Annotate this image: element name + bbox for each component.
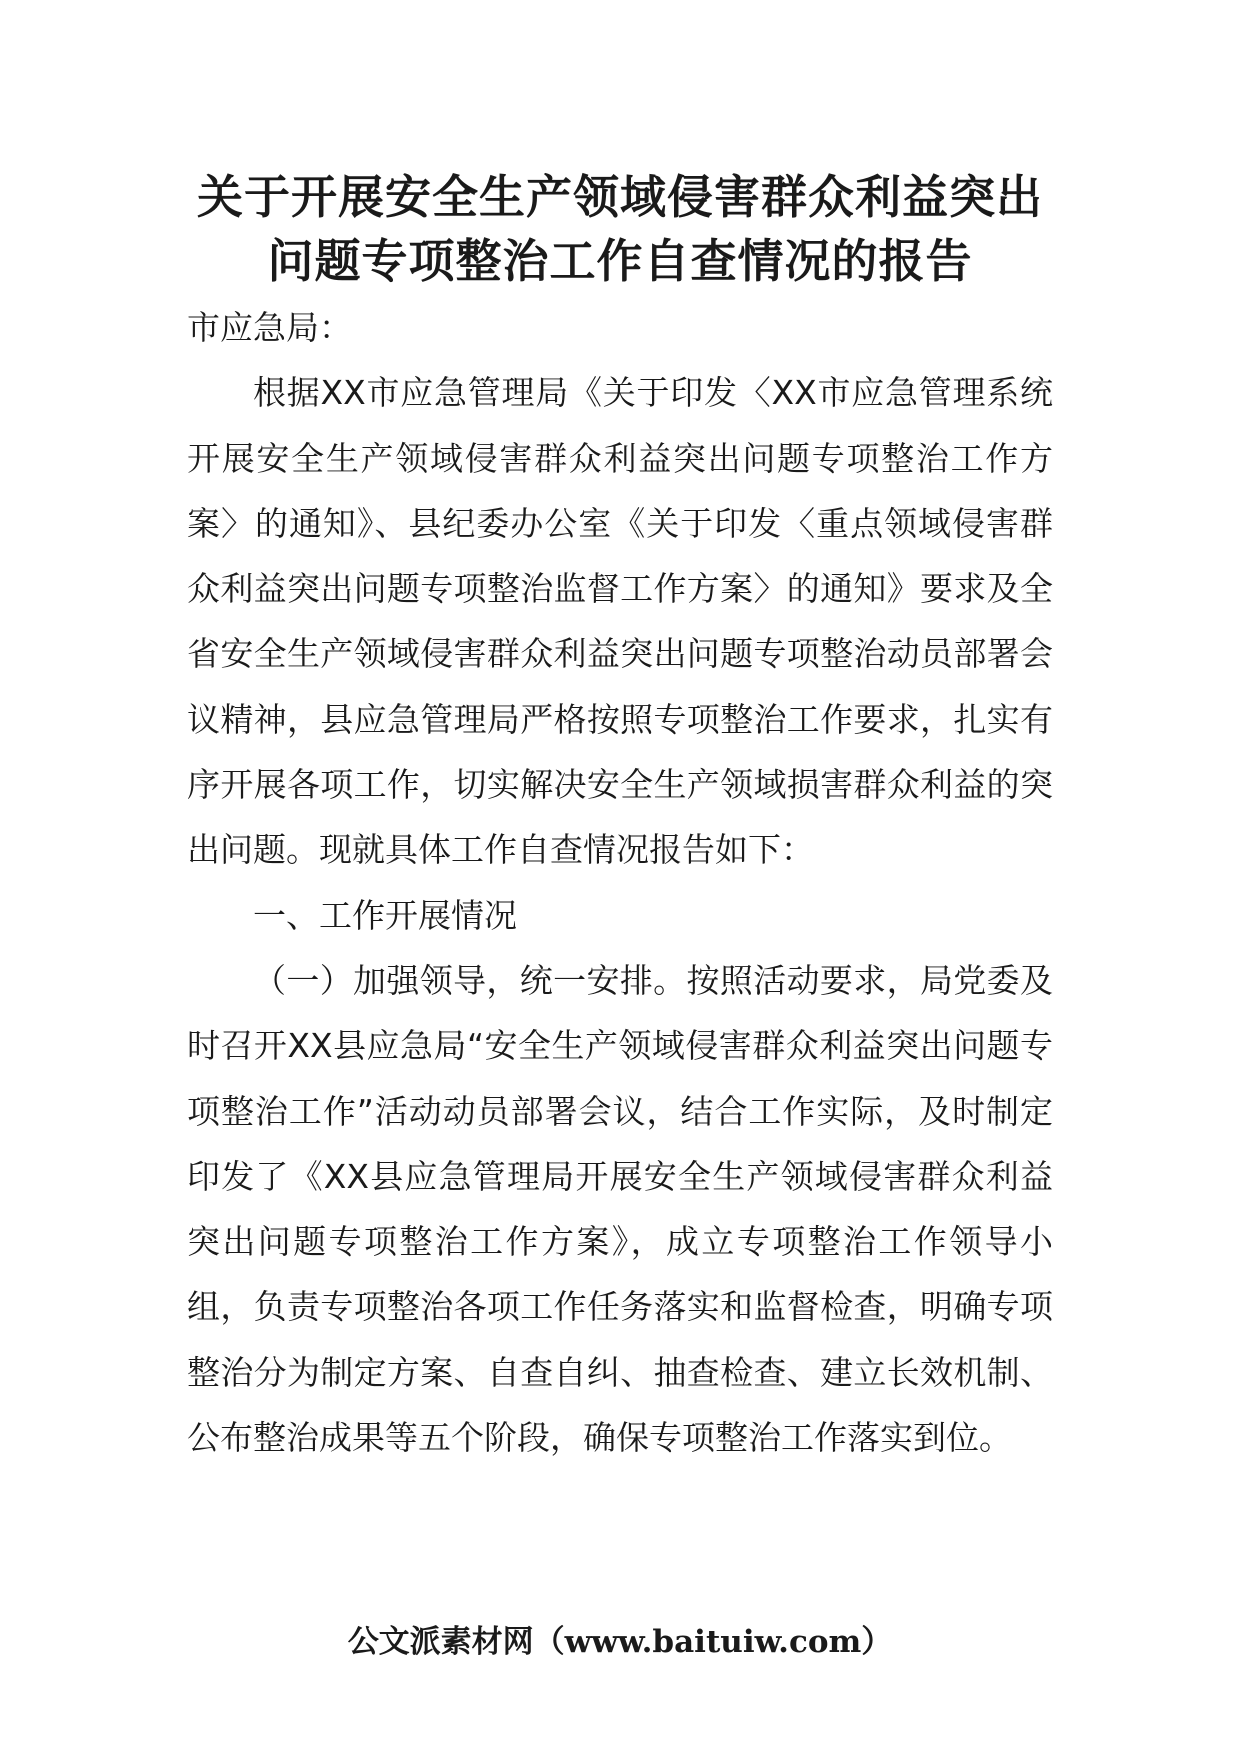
paragraph-intro: 根据XX市应急管理局《关于印发〈XX市应急管理系统开展安全生产领域侵害群众利益突出问题专项整治工作方案〉的通知》、县纪委办公室《关于印发〈重点领域侵害群众利益突出问题专项整治监督工作方案〉的通知》要求及全省安全生产领域侵害群众利益突出问题专项整治动员部署会议精神，县应急管理局严格按照专项整治工作要求，扎实有序开展各项工作，切实解决安全生产领域损害群众利益的突出问题。现就具体工作自查情况报告如下： [187, 373, 1053, 870]
document-body [187, 295, 1053, 1470]
footer-watermark: 公文派素材网（www.baituiw.com） [347, 1624, 893, 1660]
section-heading-1: 一、工作开展情况 [253, 895, 517, 935]
document-title-line-2: 问题专项整治工作自查情况的报告 [267, 234, 973, 288]
paragraph-leadership: （一）加强领导，统一安排。按照活动要求，局党委及时召开XX县应急局“安全生产领域侵害群众利益突出问题专项整治工作”活动动员部署会议，结合工作实际，及时制定印发了《XX县应急管理局开展安全生产领域侵害群众利益突出问题专项整治工作方案》，成立专项整治工作领导小组，负责专项整治各项工作任务落实和监督检查，明确专项整治分为制定方案、自查自纠、抽查检查、建立长效机制、公布整治成果等五个阶段，确保专项整治工作落实到位。 [187, 960, 1053, 1458]
salutation: 市应急局： [187, 308, 352, 347]
document-title-line-1: 关于开展安全生产领域侵害群众利益突出 [197, 170, 1043, 224]
